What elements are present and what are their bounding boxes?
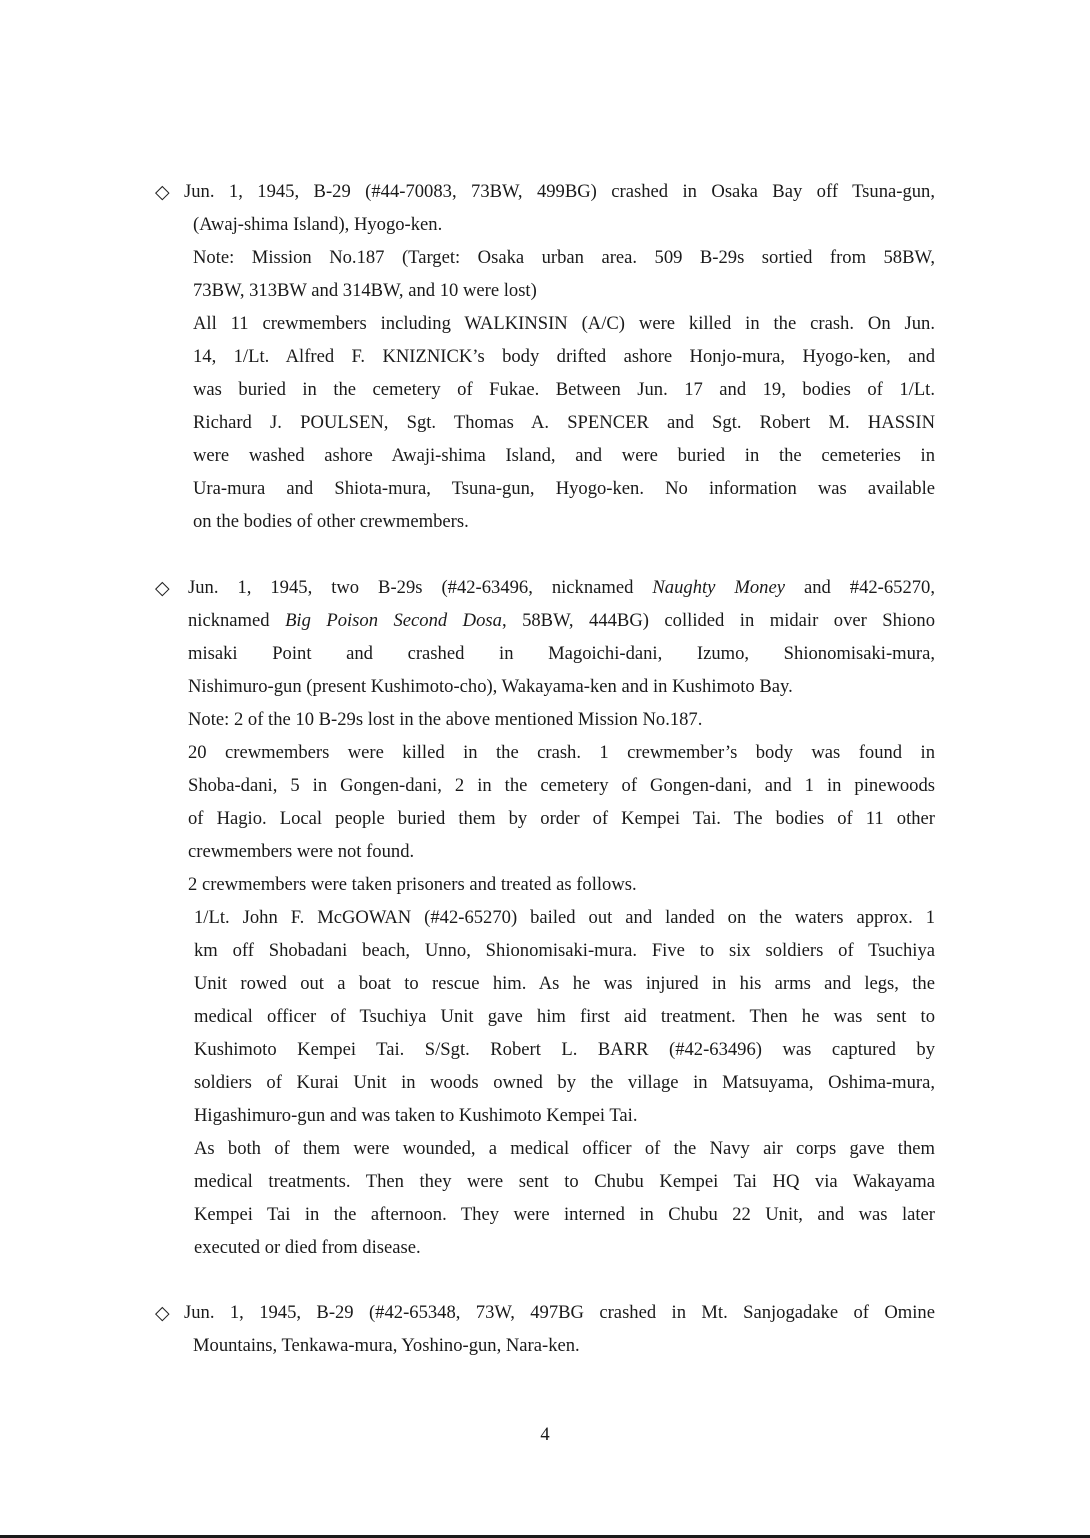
entry-2-heading-line: misaki Point and crashed in Magoichi-dani, Izumo, Shionomisaki-mura, [188, 643, 935, 664]
entry-2-heading-line: Nishimuro-gun (present Kushimoto-cho), Wakayama-ken and in Kushimoto Bay. [188, 676, 793, 697]
entry-2-killed-line: of Hagio. Local people buried them by order of Kempei Tai. The bodies of 11 other [188, 808, 935, 829]
entry-2-fate-line: medical treatments. Then they were sent to Chubu Kempei Tai HQ via Wakayama [194, 1171, 935, 1192]
entry-2-heading-line [188, 577, 935, 599]
entry-2-prisoner-detail-line: Higashimuro-gun and was taken to Kushimoto Kempei Tai. [194, 1105, 638, 1126]
entry-1-body-line: All 11 crewmembers including WALKINSIN (A/C) were killed in the crash. On Jun. [193, 313, 935, 334]
entry-2-fate-line: executed or died from disease. [194, 1237, 421, 1258]
entry-2-prisoner-detail-line: 1/Lt. John F. McGOWAN (#42-65270) bailed out and landed on the waters approx. 1 [194, 907, 935, 928]
entry-3-heading-line: Mountains, Tenkawa-mura, Yoshino-gun, Nara-ken. [193, 1335, 580, 1356]
diamond-bullet-icon: ◇ [155, 181, 170, 203]
entry-2-note-line: Note: 2 of the 10 B-29s lost in the above mentioned Mission No.187. [188, 709, 703, 730]
heading-text: , 58BW, 444BG) collided in midair over Shiono [501, 610, 935, 631]
entry-3-heading-line: Jun. 1, 1945, B-29 (#42-65348, 73W, 497BG crashed in Mt. Sanjogadake of Omine [184, 1302, 935, 1323]
entry-1-note-line: Note: Mission No.187 (Target: Osaka urban area. 509 B-29s sortied from 58BW, [193, 247, 935, 268]
entry-2-prisoners-line: 2 crewmembers were taken prisoners and treated as follows. [188, 874, 637, 895]
entry-1-heading-line: (Awaj-shima Island), Hyogo-ken. [193, 214, 443, 235]
entry-1-body-line: 14, 1/Lt. Alfred F. KNIZNICK’s body drifted ashore Honjo-mura, Hyogo-ken, and [193, 346, 935, 367]
entry-2-prisoner-detail-line: Kushimoto Kempei Tai. S/Sgt. Robert L. BARR (#42-63496) was captured by [194, 1039, 935, 1060]
entry-1-body-line: was buried in the cemetery of Fukae. Between Jun. 17 and 19, bodies of 1/Lt. [193, 379, 935, 400]
entry-2-killed-line: 20 crewmembers were killed in the crash. 1 crewmember’s body was found in [188, 742, 935, 763]
diamond-bullet-icon: ◇ [155, 1302, 170, 1324]
entry-2-prisoner-detail-line: soldiers of Kurai Unit in woods owned by the village in Matsuyama, Oshima-mura, [194, 1072, 935, 1093]
heading-text: nicknamed [188, 610, 286, 631]
entry-2-heading-line [188, 610, 935, 632]
entry-2-fate-line: As both of them were wounded, a medical officer of the Navy air corps gave them [194, 1138, 935, 1159]
aircraft-nickname: Big Poison Second Dosa [285, 610, 502, 631]
entry-2-killed-line: crewmembers were not found. [188, 841, 415, 862]
aircraft-nickname: Naughty Money [652, 577, 785, 598]
entry-1-body-line: Richard J. POULSEN, Sgt. Thomas A. SPENCER and Sgt. Robert M. HASSIN [193, 412, 935, 433]
diamond-bullet-icon: ◇ [155, 577, 170, 599]
entry-2-prisoner-detail-line: Unit rowed out a boat to rescue him. As he was injured in his arms and legs, the [194, 973, 935, 994]
entry-1-note-line: 73BW, 313BW and 314BW, and 10 were lost) [193, 280, 537, 301]
entry-2-killed-line: Shoba-dani, 5 in Gongen-dani, 2 in the cemetery of Gongen-dani, and 1 in pinewoods [188, 775, 935, 796]
entry-2-fate-line: Kempei Tai in the afternoon. They were interned in Chubu 22 Unit, and was later [194, 1204, 935, 1225]
heading-text: Jun. 1, 1945, two B-29s (#42-63496, nicknamed [188, 577, 653, 598]
entry-1-body-line: Ura-mura and Shiota-mura, Tsuna-gun, Hyogo-ken. No information was available [193, 478, 935, 499]
entry-1-body-line: on the bodies of other crewmembers. [193, 511, 469, 532]
page-number: 4 [540, 1424, 550, 1445]
entry-1-heading-line: Jun. 1, 1945, B-29 (#44-70083, 73BW, 499BG) crashed in Osaka Bay off Tsuna-gun, [184, 181, 935, 202]
entry-1-body-line: were washed ashore Awaji-shima Island, and were buried in the cemeteries in [193, 445, 935, 466]
entry-2-prisoner-detail-line: medical officer of Tsuchiya Unit gave him first aid treatment. Then he was sent to [194, 1006, 935, 1027]
entry-2-prisoner-detail-line: km off Shobadani beach, Unno, Shionomisaki-mura. Five to six soldiers of Tsuchiya [194, 940, 935, 961]
heading-text: and #42-65270, [784, 577, 935, 598]
